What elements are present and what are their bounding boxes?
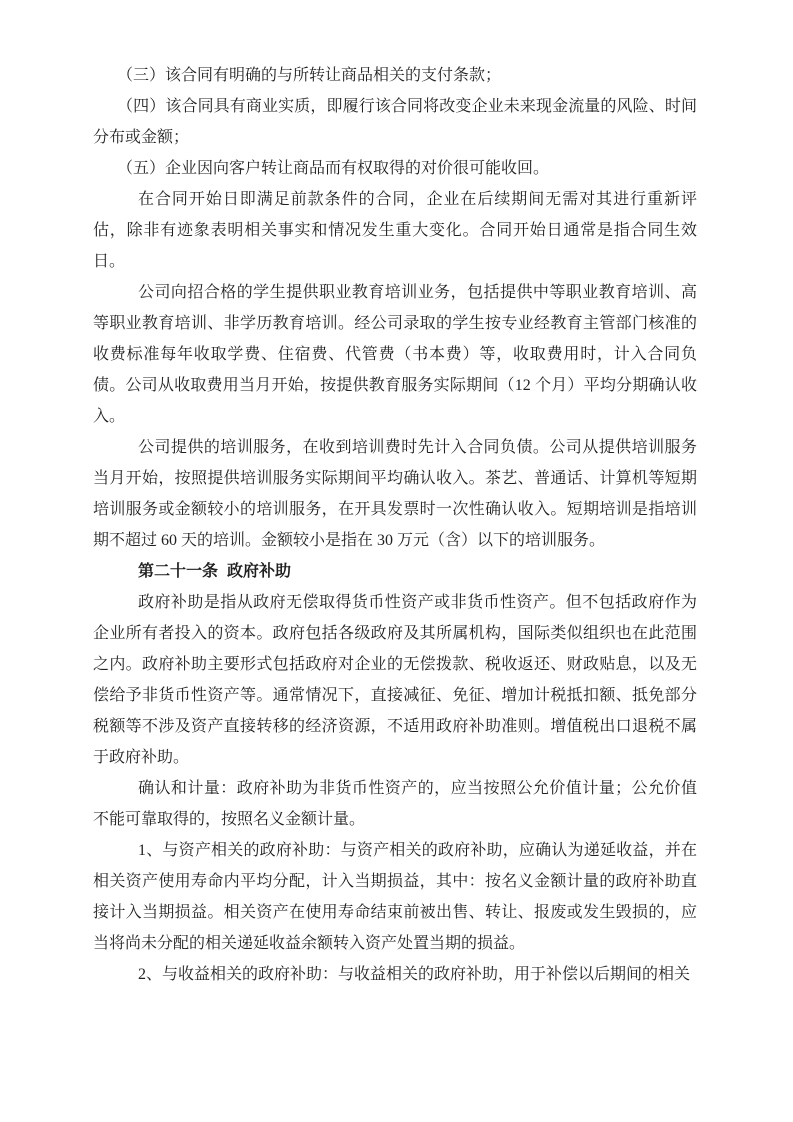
contract-condition-5: （五）企业因向客户转让商品而有权取得的对价很可能收回。 [117,160,550,177]
paragraph-training-revenue: 公司提供的培训服务，在收到培训费时先计入合同负债。公司从提供培训服务当月开始，按照提供培训服务实际期间平均确认收入。茶艺、普通话、计算机等短期培训服务或金额较小的培训服务，在开具发票时一次性确认收入。短期培训是指培训期不超过 60 天的培训。金额较小是指在 30 万元（含）以下的培训服务。 [93,439,697,549]
contract-condition-4: （四）该合同具有商业实质，即履行该合同将改变企业未来现金流量的风险、时间分布或金额； [93,98,697,146]
contract-condition-3: （三）该合同有明确的与所转让商品相关的支付条款； [117,67,502,84]
paragraph-income-related-subsidy: 2、与收益相关的政府补助：与收益相关的政府补助，用于补偿以后期间的相关 [138,966,691,983]
paragraph-subsidy-definition: 政府补助是指从政府无偿取得货币性资产或非货币性资产。但不包括政府作为企业所有者投入的资本。政府包括各级政府及其所属机构，国际类似组织也在此范围之内。政府补助主要形式包括政府对企业的无偿拨款、税收返还、财政贴息，以及无偿给予非货币性资产等。通常情况下，直接减征、免征、增加计税抵扣额、抵免部分税额等不涉及资产直接转移的经济资源，不适用政府补助准则。增值税出口退税不属于政府补助。 [93,594,697,766]
paragraph-subsidy-measurement: 确认和计量：政府补助为非货币性资产的，应当按照公允价值计量；公允价值不能可靠取得的，按照名义金额计量。 [93,780,697,828]
paragraph-education-revenue: 公司向招合格的学生提供职业教育培训业务，包括提供中等职业教育培训、高等职业教育培训、非学历教育培训。经公司录取的学生按专业经教育主管部门核准的收费标准每年收取学费、住宿费、代管费（书本费）等，收取费用时，计入合同负债。公司从收取费用当月开始，按提供教育服务实际期间（12 个月）平均分期确认收入。 [93,284,697,425]
article-21-heading [93,556,697,587]
paragraph-asset-related-subsidy: 1、与资产相关的政府补助：与资产相关的政府补助，应确认为递延收益，并在相关资产使用寿命内平均分配，计入当期损益，其中：按名义金额计量的政府补助直接计入当期损益。相关资产在使用寿命结束前被出售、转让、报废或发生毁损的，应当将尚未分配的相关递延收益余额转入资产处置当期的损益。 [93,842,697,952]
paragraph-contract-start-date: 在合同开始日即满足前款条件的合同，企业在后续期间无需对其进行重新评估，除非有迹象表明相关事实和情况发生重大变化。合同开始日通常是指合同生效日。 [93,191,697,270]
article-title: 政府补助 [227,563,292,580]
article-number: 第二十一条 [138,563,219,580]
